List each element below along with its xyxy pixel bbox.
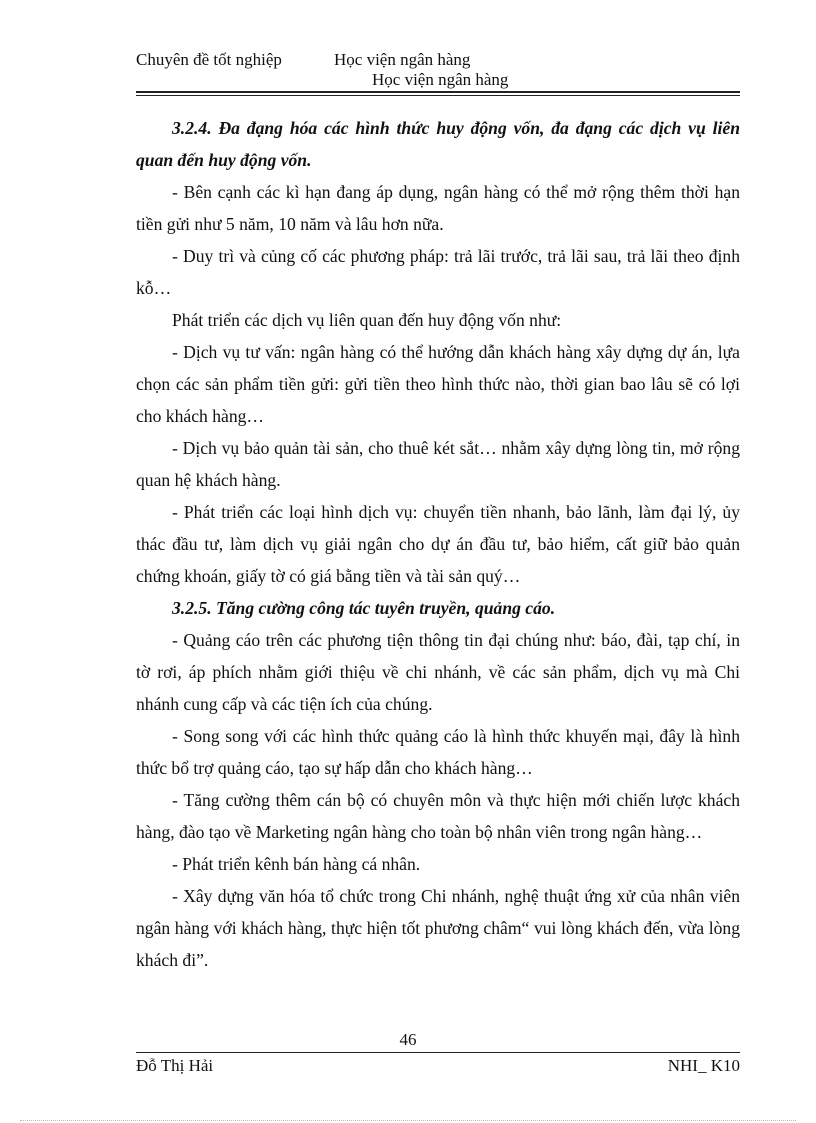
page-bottom-dotted-line: [20, 1120, 796, 1121]
paragraph: - Phát triển kênh bán hàng cá nhân.: [172, 854, 421, 874]
footer-class-code: NHI_ K10: [667, 1056, 740, 1075]
paragraph: - Dịch vụ bảo quản tài sản, cho thuê két sắt… nhằm xây dựng lòng tin, mở rộng quan hệ khách hàng.: [136, 438, 740, 490]
paragraph: - Song song với các hình thức quảng cáo là hình thức khuyến mại, đây là hình thức bổ trợ quảng cáo, tạo sự hấp dẫn cho khách hàng…: [136, 726, 740, 778]
paragraph: - Quảng cáo trên các phương tiện thông tin đại chúng như: báo, đài, tạp chí, in tờ rơi, áp phích nhằm giới thiệu về chi nhánh, về các sản phẩm, dịch vụ mà Chi nhánh cung cấp và các tiện ích của chúng.: [136, 630, 740, 714]
body-text: [136, 112, 740, 976]
footer-rule: [136, 1052, 740, 1053]
header-document-type: Chuyên đề tốt nghiệp: [136, 50, 282, 69]
paragraph: - Duy trì và củng cố các phương pháp: trả lãi trước, trả lãi sau, trả lãi theo định kỗ…: [136, 246, 740, 298]
paragraph: - Bên cạnh các kì hạn đang áp dụng, ngân hàng có thể mở rộng thêm thời hạn tiền gửi như 5 năm, 10 năm và lâu hơn nữa.: [136, 182, 740, 234]
section-heading: 3.2.5. Tăng cường công tác tuyên truyền, quảng cáo.: [172, 598, 556, 618]
paragraph: - Dịch vụ tư vấn: ngân hàng có thể hướng dẫn khách hàng xây dựng dự án, lựa chọn các sản phẩm tiền gửi: gửi tiền theo hình thức nào, thời gian bao lâu sẽ có lợi cho khách hàng…: [136, 342, 740, 426]
header-institution-repeat: Học viện ngân hàng: [372, 70, 509, 89]
section-heading: 3.2.4. Đa đạng hóa các hình thức huy động vốn, đa đạng các dịch vụ liên quan đến huy động vốn.: [136, 118, 740, 170]
header-institution: Học viện ngân hàng: [334, 50, 471, 69]
footer-author: Đỗ Thị Hải: [136, 1056, 214, 1075]
page-number: 46: [399, 1030, 417, 1049]
paragraph: - Phát triển các loại hình dịch vụ: chuyển tiền nhanh, bảo lãnh, làm đại lý, ủy thác đầu tư, làm dịch vụ giải ngân cho dự án đầu tư, bảo hiểm, cất giữ bảo quản chứng khoán, giấy tờ có giá bằng tiền và tài sản quý…: [136, 502, 740, 586]
paragraph: - Xây dựng văn hóa tổ chức trong Chi nhánh, nghệ thuật ứng xử của nhân viên ngân hàng với khách hàng, thực hiện tốt phương châm“ vui lòng khách đến, vừa lòng khách đi”.: [136, 886, 740, 970]
paragraph: Phát triển các dịch vụ liên quan đến huy động vốn như:: [172, 310, 562, 330]
page-header: [136, 48, 740, 94]
paragraph: - Tăng cường thêm cán bộ có chuyên môn và thực hiện mới chiến lược khách hàng, đào tạo về Marketing ngân hàng cho toàn bộ nhân viên trong ngân hàng…: [136, 790, 740, 842]
header-rule: [136, 91, 740, 96]
